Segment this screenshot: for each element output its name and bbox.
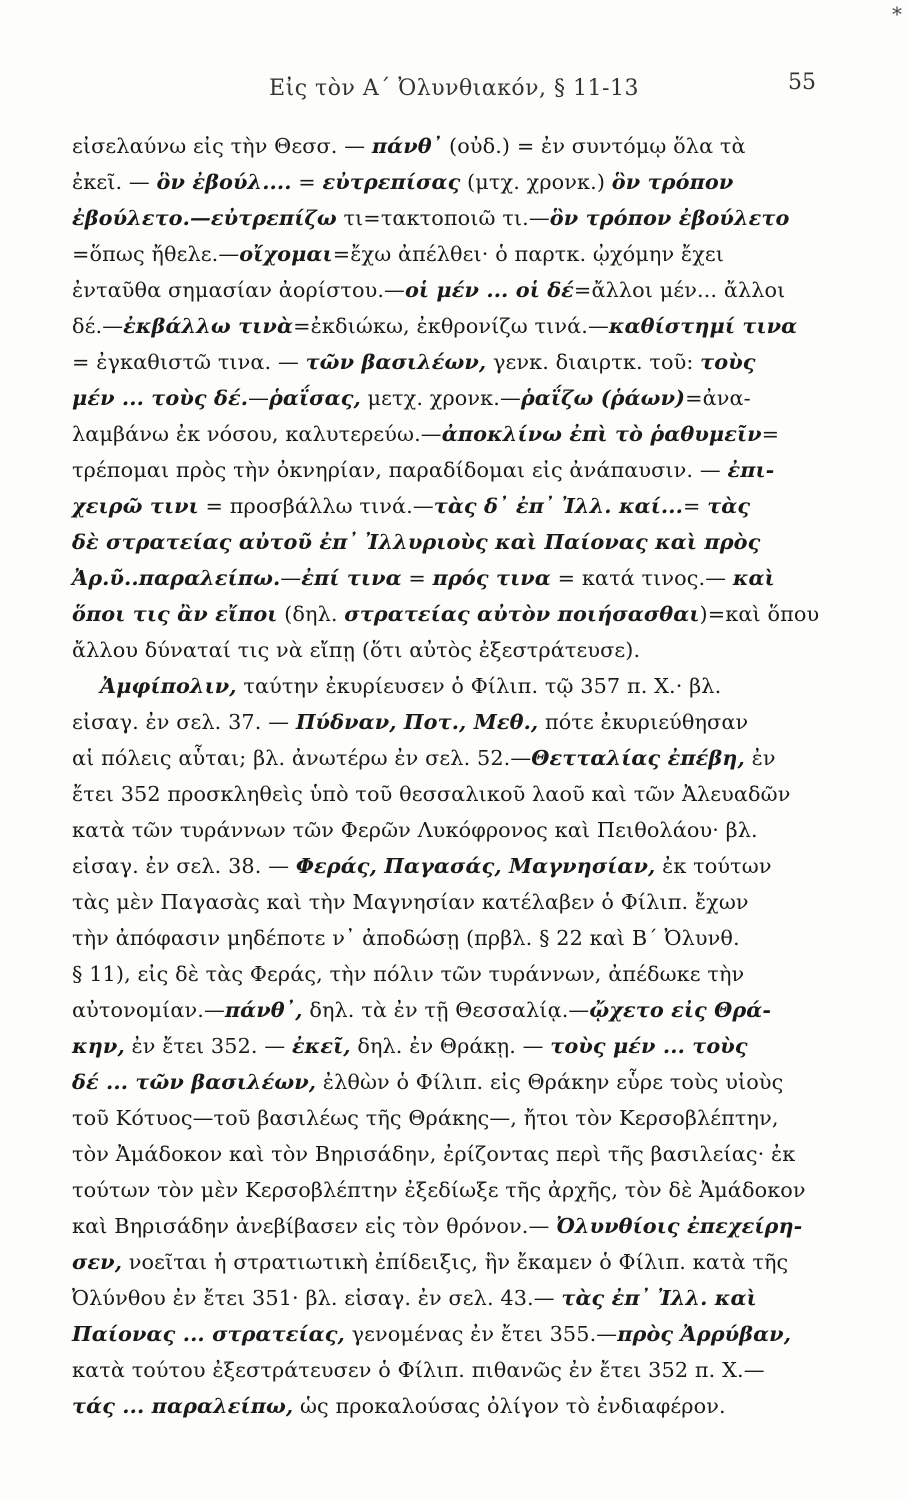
emphasized-term: τοὺς μέν ... τοὺς bbox=[550, 1033, 748, 1058]
text-line bbox=[72, 848, 824, 884]
text-run: τὸν Ἀμάδοκον καὶ τὸν Βηρισάδην, ἐρίζοντας περὶ τῆς βασιλείας· ἐκ bbox=[72, 1142, 796, 1166]
text-line bbox=[72, 884, 824, 920]
emphasized-term: ῥαΐσας, bbox=[268, 385, 361, 410]
text-run: § 11), εἰς δὲ τὰς Φεράς, τὴν πόλιν τῶν τυράννων, ἀπέδωκε τὴν bbox=[72, 962, 745, 986]
text-line bbox=[72, 740, 824, 776]
emphasized-term: στρατείας αὐτὸν ποιήσασθαι bbox=[344, 601, 700, 626]
text-line bbox=[72, 992, 824, 1028]
text-line bbox=[72, 776, 824, 812]
text-run: ἐκ τούτων bbox=[655, 854, 772, 878]
emphasized-term: Ἀρ.ῦ..παραλείπω. bbox=[72, 565, 281, 590]
emphasized-term: Θετταλίας ἐπέβη, bbox=[531, 745, 745, 770]
emphasized-term: ῥαΐζω (ῥάων) bbox=[520, 385, 686, 410]
text-run: (μτχ. χρονκ.) bbox=[460, 170, 612, 194]
text-run: καὶ Βηρισάδην ἀνεβίβασεν εἰς τὸν θρόνον.— bbox=[72, 1214, 557, 1238]
text-run: αἱ πόλεις αὗται; βλ. ἀνωτέρω ἐν σελ. 52.— bbox=[72, 746, 532, 770]
text-run: )=καὶ ὅπου bbox=[699, 602, 820, 626]
corner-mark: * bbox=[892, 2, 902, 26]
text-line bbox=[72, 1208, 824, 1244]
emphasized-term: Ἀμφίπολιν, bbox=[100, 673, 237, 698]
text-run: εἰσαγ. ἐν σελ. 38. — bbox=[72, 854, 296, 878]
text-line bbox=[72, 200, 824, 236]
emphasized-term: δέ ... τῶν βασιλέων, bbox=[72, 1069, 317, 1094]
text-run: αὐτονομίαν.— bbox=[72, 998, 225, 1022]
text-line bbox=[72, 488, 824, 524]
emphasized-term: ἀποκλίνω ἐπὶ τὸ ῥαθυμεῖν bbox=[441, 421, 762, 446]
text-run: γενκ. διαιρτκ. τοῦ: bbox=[486, 350, 701, 374]
emphasized-term: τοὺς bbox=[700, 349, 756, 374]
text-run: κατὰ τούτου ἐξεστράτευσεν ὁ Φίλιπ. πιθανῶς ἐν ἔτει 352 π. Χ.— bbox=[72, 1358, 765, 1382]
text-run: ὡς προκαλούσας ὀλίγον τὸ ἐνδιαφέρον. bbox=[293, 1394, 726, 1418]
text-run: = ἐγκαθιστῶ τινα. — bbox=[72, 350, 306, 374]
emphasized-term: καὶ bbox=[732, 565, 775, 590]
running-head: Εἰς τὸν Α´ Ὀλυνθιακόν, § 11-13 bbox=[269, 76, 639, 101]
emphasized-term: οἴχομαι bbox=[239, 241, 333, 266]
emphasized-term: οἱ μέν ... οἱ δέ bbox=[404, 277, 574, 302]
emphasized-term: ἐπί τινα bbox=[301, 565, 402, 590]
text-line bbox=[72, 380, 824, 416]
text-line bbox=[72, 920, 824, 956]
text-run: κατὰ τῶν τυράννων τῶν Φερῶν Λυκόφρονος καὶ Πειθολάου· βλ. bbox=[72, 818, 758, 842]
text-run: λαμβάνω ἐκ νόσου, καλυτερεύω.— bbox=[72, 422, 442, 446]
text-line bbox=[72, 128, 824, 164]
emphasized-term: πάνθ᾽ bbox=[371, 133, 443, 158]
text-run: =ἀνα- bbox=[685, 386, 751, 410]
text-line bbox=[72, 524, 824, 560]
text-run: τοῦ Κότυος—τοῦ βασιλέως τῆς Θράκης—, ἤτοι τὸν Κερσοβλέπτην, bbox=[72, 1106, 779, 1130]
emphasized-term: κην, bbox=[72, 1033, 125, 1058]
emphasized-term: ὃν τρόπον ἐβούλετο bbox=[549, 205, 790, 230]
emphasized-term: ᾤχετο εἰς Θρά- bbox=[589, 997, 772, 1022]
emphasized-term: Φεράς, Παγασάς, Μαγνησίαν, bbox=[295, 853, 656, 878]
text-line bbox=[72, 1064, 824, 1100]
text-line bbox=[72, 1244, 824, 1280]
text-run: δηλ. ἐν Θράκῃ. — bbox=[350, 1034, 551, 1058]
text-run: νοεῖται ἡ στρατιωτικὴ ἐπίδειξις, ἣν ἔκαμεν ὁ Φίλιπ. κατὰ τῆς bbox=[122, 1250, 789, 1274]
text-run: εἰσαγ. ἐν σελ. 37. — bbox=[72, 710, 296, 734]
text-line bbox=[72, 416, 824, 452]
text-run: τρέπομαι πρὸς τὴν ὀκνηρίαν, παραδίδομαι εἰς ἀνάπαυσιν. — bbox=[72, 458, 728, 482]
text-run: ἐκεῖ. — bbox=[72, 170, 157, 194]
emphasized-term: ἐκβάλλω τινὰ bbox=[123, 313, 294, 338]
emphasized-term: πάνθ᾽, bbox=[224, 997, 303, 1022]
text-run: δηλ. τὰ ἐν τῇ Θεσσαλίᾳ.— bbox=[302, 998, 590, 1022]
emphasized-term: σεν, bbox=[72, 1249, 123, 1274]
text-line bbox=[72, 632, 824, 668]
text-line bbox=[72, 560, 824, 596]
text-line bbox=[72, 1100, 824, 1136]
text-line bbox=[72, 956, 824, 992]
emphasized-term: χειρῶ τινι bbox=[72, 493, 199, 518]
text-line bbox=[72, 1352, 824, 1388]
text-run: — bbox=[280, 566, 302, 590]
text-run: τούτων τὸν μὲν Κερσοβλέπτην ἐξεδίωξε τῆς ἀρχῆς, τὸν δὲ Ἀμάδοκον bbox=[72, 1178, 806, 1202]
text-line bbox=[72, 704, 824, 740]
emphasized-term: τὰς ἐπ᾽ Ἰλλ. καὶ bbox=[561, 1285, 757, 1310]
emphasized-term: μέν ... τοὺς δέ. bbox=[72, 385, 249, 410]
emphasized-term: ὅποι τις ἂν εἴποι bbox=[72, 601, 278, 626]
text-run: τὴν ἀπόφασιν μηδέποτε ν᾽ ἀποδώσῃ (πρβλ. § 22 καὶ Β´ Ὀλυνθ. bbox=[72, 926, 740, 950]
text-line bbox=[72, 164, 824, 200]
text-run: δέ.— bbox=[72, 314, 124, 338]
text-run: = bbox=[682, 494, 708, 518]
text-run: = bbox=[401, 566, 433, 590]
text-run: = bbox=[291, 170, 323, 194]
emphasized-term: τὰς bbox=[707, 493, 751, 518]
text-run: = κατά τινος.— bbox=[550, 566, 733, 590]
text-run: τὰς μὲν Παγασὰς καὶ τὴν Μαγνησίαν κατέλαβεν ὁ Φίλιπ. ἔχων bbox=[72, 890, 749, 914]
emphasized-term: Παίονας ... στρατείας, bbox=[72, 1321, 345, 1346]
text-run: =ἐκδιώκω, ἐκθρονίζω τινά.— bbox=[293, 314, 609, 338]
text-run: ἔτει 352 προσκληθεὶς ὑπὸ τοῦ θεσσαλικοῦ λαοῦ καὶ τῶν Ἀλευαδῶν bbox=[72, 782, 791, 806]
text-line bbox=[72, 668, 824, 704]
emphasized-term: ἐπι- bbox=[727, 457, 775, 482]
text-line bbox=[72, 1136, 824, 1172]
text-run: ταύτην ἐκυρίευσεν ὁ Φίλιπ. τῷ 357 π. Χ.· βλ. bbox=[236, 674, 722, 698]
text-line bbox=[72, 1316, 824, 1352]
text-run: (δηλ. bbox=[277, 602, 345, 626]
text-line bbox=[72, 812, 824, 848]
text-line bbox=[72, 308, 824, 344]
emphasized-term: καθίστημί τινα bbox=[608, 313, 798, 338]
emphasized-term: πρὸς Ἀρρύβαν, bbox=[617, 1321, 792, 1346]
emphasized-term: ἐκεῖ, bbox=[291, 1033, 351, 1058]
text-line bbox=[72, 596, 824, 632]
text-run: ἄλλου δύναταί τις νὰ εἴπῃ (ὅτι αὐτὸς ἐξεστράτευσε). bbox=[72, 638, 641, 662]
page-number: 55 bbox=[788, 70, 816, 95]
text-run: — bbox=[248, 386, 269, 410]
emphasized-term: τὰς δ᾽ ἐπ᾽ Ἰλλ. καί... bbox=[433, 493, 683, 518]
text-run: =ὅπως ἤθελε.— bbox=[72, 242, 240, 266]
text-run: = προσβάλλω τινά.— bbox=[198, 494, 434, 518]
text-line bbox=[72, 452, 824, 488]
emphasized-term: τάς ... παραλείπω, bbox=[72, 1393, 294, 1418]
text-run: ἐν bbox=[744, 746, 776, 770]
emphasized-term: πρός τινα bbox=[432, 565, 551, 590]
text-run: ἐλθὼν ὁ Φίλιπ. εἰς Θράκην εὗρε τοὺς υἱοὺς bbox=[316, 1070, 784, 1094]
text-run: μετχ. χρονκ.— bbox=[360, 386, 521, 410]
text-run: ἐν ἔτει 352. — bbox=[124, 1034, 292, 1058]
text-line bbox=[72, 236, 824, 272]
text-run: Ὀλύνθου ἐν ἔτει 351· βλ. εἰσαγ. ἐν σελ. 43.— bbox=[72, 1286, 562, 1310]
page-header bbox=[0, 70, 908, 110]
text-run: ἐνταῦθα σημασίαν ἀορίστου.— bbox=[72, 278, 405, 302]
emphasized-term: ὃν ἐβούλ.... bbox=[156, 169, 292, 194]
emphasized-term: εὐτρεπίσας bbox=[322, 169, 461, 194]
emphasized-term: τῶν βασιλέων, bbox=[305, 349, 487, 374]
text-run: τι=τακτοποιῶ τι.— bbox=[336, 206, 550, 230]
text-line bbox=[72, 1028, 824, 1064]
text-run: =ἄλλοι μέν... ἄλλοι bbox=[573, 278, 786, 302]
text-line bbox=[72, 1280, 824, 1316]
text-run: πότε ἐκυριεύθησαν bbox=[538, 710, 749, 734]
text-line bbox=[72, 344, 824, 380]
text-run: γενομένας ἐν ἔτει 355.— bbox=[344, 1322, 618, 1346]
commentary-text bbox=[72, 128, 824, 1424]
text-line bbox=[72, 272, 824, 308]
emphasized-term: Πύδναν, Ποτ., Μεθ., bbox=[295, 709, 539, 734]
text-line bbox=[72, 1388, 824, 1424]
text-run: (οὐδ.) = ἐν συντόμῳ ὅλα τὰ bbox=[442, 134, 746, 158]
text-run: = bbox=[761, 422, 780, 446]
text-run: =ἔχω ἀπέλθει· ὁ παρτκ. ᾠχόμην ἔχει bbox=[332, 242, 725, 266]
emphasized-term: δὲ στρατείας αὐτοῦ ἐπ᾽ Ἰλλυριοὺς καὶ Παίονας καὶ πρὸς bbox=[72, 529, 761, 554]
text-run: εἰσελαύνω εἰς τὴν Θεσσ. — bbox=[72, 134, 372, 158]
emphasized-term: ἐβούλετο.—εὐτρεπίζω bbox=[72, 205, 337, 230]
emphasized-term: ὃν τρόπον bbox=[611, 169, 734, 194]
text-line bbox=[72, 1172, 824, 1208]
emphasized-term: Ὀλυνθίοις ἐπεχείρη- bbox=[556, 1213, 803, 1238]
